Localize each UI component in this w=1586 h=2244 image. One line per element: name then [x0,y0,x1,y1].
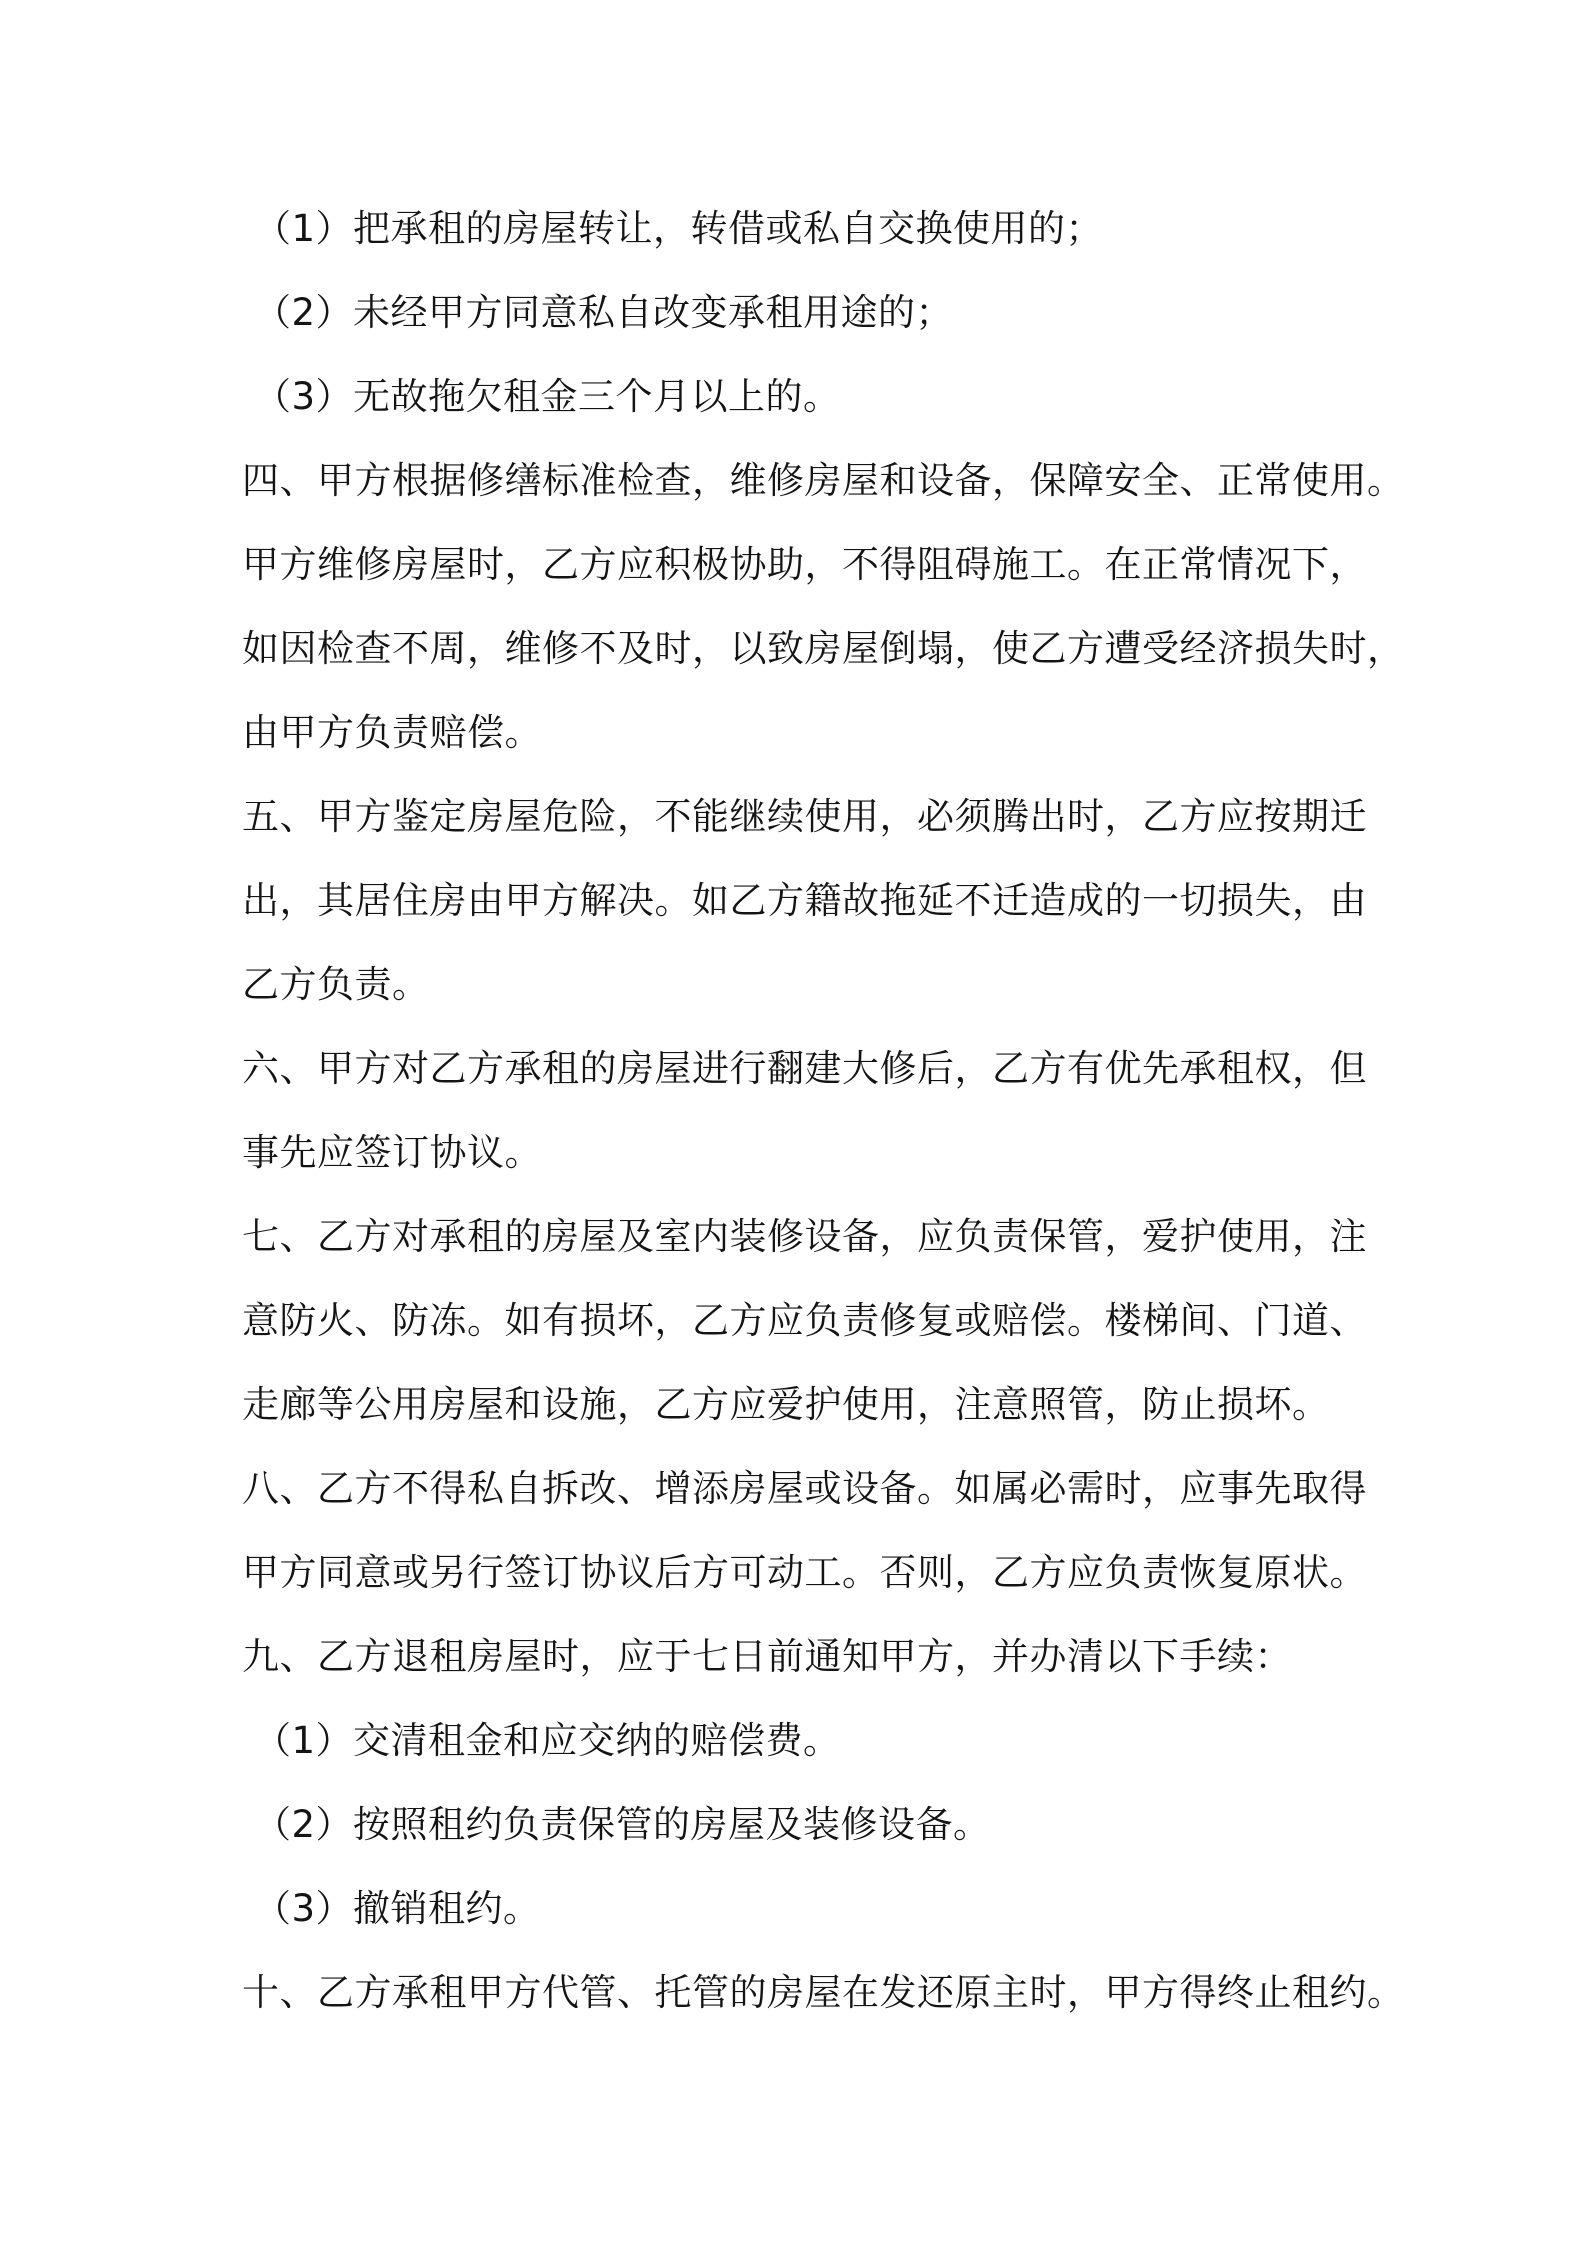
text-line-clause-9-item-1: （1）交清租金和应交纳的赔偿费。 [254,1719,841,1762]
text-line-clause-10-line-1: 十、乙方承租甲方代管、托管的房屋在发还原主时，甲方得终止租约。 [242,1971,1405,2014]
text-line-clause-6-line-2: 事先应签订协议。 [242,1131,542,1174]
text-line-clause-5-line-2: 出，其居住房由甲方解决。如乙方籍故拖延不迁造成的一切损失，由 [242,879,1367,922]
text-line-clause-8-line-2: 甲方同意或另行签订协议后方可动工。否则，乙方应负责恢复原状。 [242,1551,1367,1594]
text-line-clause-5-line-1: 五、甲方鉴定房屋危险，不能继续使用，必须腾出时，乙方应按期迁 [242,795,1367,838]
text-line-clause-3-item-3: （3）无故拖欠租金三个月以上的。 [254,375,841,418]
text-line-clause-8-line-1: 八、乙方不得私自拆改、增添房屋或设备。如属必需时，应事先取得 [242,1467,1367,1510]
text-line-clause-9-line-1: 九、乙方退租房屋时，应于七日前通知甲方，并办清以下手续： [242,1635,1292,1678]
text-line-clause-4-line-4: 由甲方负责赔偿。 [242,711,542,754]
text-line-clause-4-line-3: 如因检查不周，维修不及时，以致房屋倒塌，使乙方遭受经济损失时， [242,627,1405,670]
text-line-clause-7-line-1: 七、乙方对承租的房屋及室内装修设备，应负责保管，爱护使用，注 [242,1215,1367,1258]
text-line-clause-5-line-3: 乙方负责。 [242,963,430,1006]
text-line-clause-7-line-3: 走廊等公用房屋和设施，乙方应爱护使用，注意照管，防止损坏。 [242,1383,1330,1426]
text-line-clause-7-line-2: 意防火、防冻。如有损坏，乙方应负责修复或赔偿。楼梯间、门道、 [242,1299,1367,1342]
text-line-clause-9-item-3: （3）撤销租约。 [254,1887,541,1930]
text-line-clause-6-line-1: 六、甲方对乙方承租的房屋进行翻建大修后，乙方有优先承租权，但 [242,1047,1367,1090]
text-line-clause-9-item-2: （2）按照租约负责保管的房屋及装修设备。 [254,1803,991,1846]
text-line-clause-3-item-1: （1）把承租的房屋转让，转借或私自交换使用的； [254,207,1104,250]
text-line-clause-4-line-1: 四、甲方根据修缮标准检查，维修房屋和设备，保障安全、正常使用。 [242,459,1405,502]
text-line-clause-4-line-2: 甲方维修房屋时，乙方应积极协助，不得阻碍施工。在正常情况下， [242,543,1367,586]
text-line-clause-3-item-2: （2）未经甲方同意私自改变承租用途的； [254,291,954,334]
